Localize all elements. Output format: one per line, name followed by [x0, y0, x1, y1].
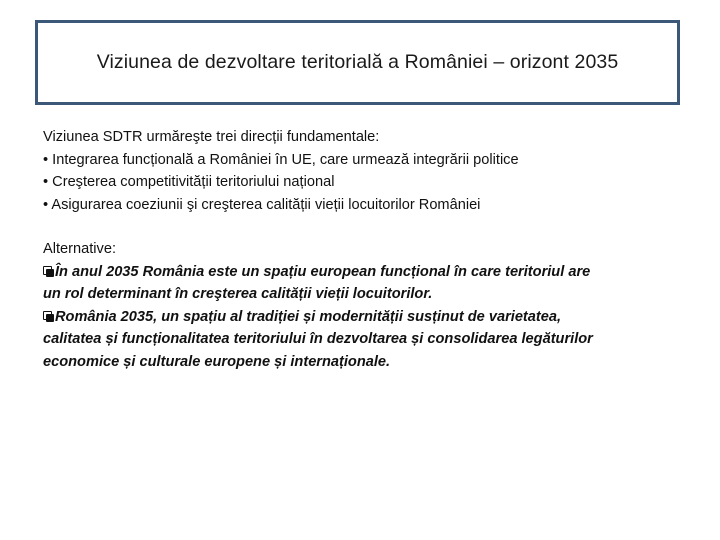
alternative-2-line2: calitatea și funcționalitatea teritoriului în dezvoltarea și consolidarea legăturilor — [43, 331, 593, 347]
alternative-2-line3: economice și culturale europene și internaționale. — [43, 353, 391, 370]
checkbox-bullet-icon — [43, 266, 54, 277]
alternative-2 — [43, 306, 678, 374]
bullet-item: • Creşterea competitivității teritoriului național — [43, 174, 335, 190]
spacer — [43, 216, 678, 238]
alternative-2-line1: România 2035, un spațiu al tradiției și modernității susținut de varietatea, — [55, 308, 562, 325]
alternative-1 — [43, 261, 678, 306]
alternative-1-line1: În anul 2035 România este un spațiu european funcțional în care teritoriul are — [55, 263, 591, 280]
alternatives-label: Alternative: — [43, 241, 117, 257]
bullet-item: • Integrarea funcțională a României în UE, care urmează integrării politice — [43, 151, 519, 168]
alternative-1-line2: un rol determinant în creşterea calității vieții locuitorilor. — [43, 286, 433, 302]
slide-title: Viziunea de dezvoltare teritorială a României – orizont 2035 — [96, 51, 619, 73]
checkbox-bullet-icon — [43, 311, 54, 322]
bullet-item: • Asigurarea coeziunii şi creşterea calității vieții locuitorilor României — [43, 196, 481, 213]
intro-text: Viziunea SDTR urmăreşte trei direcții fundamentale: — [43, 129, 380, 145]
slide-body — [43, 126, 678, 373]
title-box — [35, 20, 680, 105]
